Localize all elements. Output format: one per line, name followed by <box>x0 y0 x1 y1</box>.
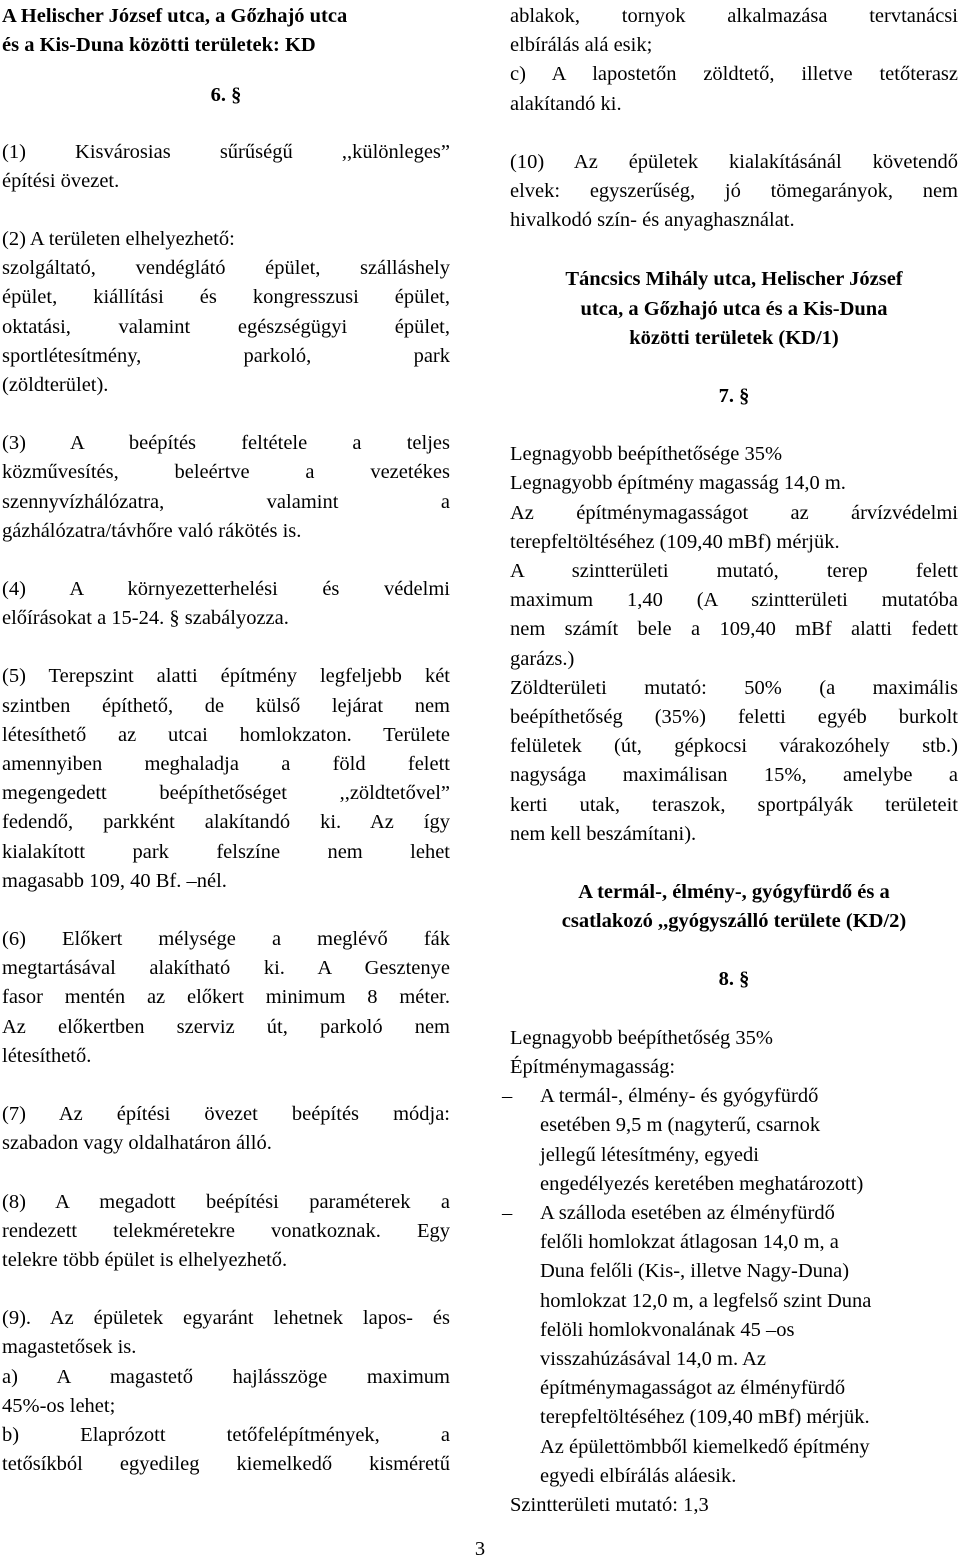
para-5-line-8: magasabb 109, 40 Bf. –nél. <box>2 869 227 892</box>
para-9-line-6: tetősíkból egyedileg kiemelkedő kisméretű <box>2 1453 450 1476</box>
para-2-line-2: szolgáltató, vendéglátó épület, szálláshely <box>2 257 450 280</box>
cont-line-2: elbírálás alá esik; <box>510 34 653 57</box>
s8-item-2-line-1: – A szálloda esetében az élményfürdő <box>540 1201 835 1224</box>
s8-item-2-line-6: visszahúzásával 14,0 m. Az <box>540 1347 767 1370</box>
s8-end: Szintterületi mutató: 1,3 <box>510 1493 709 1516</box>
para-6-line-1: (6) Előkert mélysége a meglévő fák <box>2 928 450 951</box>
s8-item-2-line-9: Az épülettömbből kiemelkedő építmény <box>540 1435 870 1458</box>
s7-line-11: felületek (út, gépkocsi várakozóhely stb.) <box>510 735 958 758</box>
s7-line-14: nem kell beszámítani). <box>510 822 697 845</box>
list-item <box>510 1199 958 1491</box>
left-column <box>2 0 450 1479</box>
para-2-line-4: oktatási, valamint egészségügyi épület, <box>2 315 450 338</box>
s8-intro-line-1: Legnagyobb beépíthetőség 35% <box>510 1026 774 1049</box>
para-3-line-4: gázhálózatra/távhőre való rákötés is. <box>2 519 302 542</box>
para-8-line-2: rendezett telekméretekre vonatkoznak. Egy <box>2 1219 450 1242</box>
heading-kd-line-1: A Helischer József utca, a Gőzhajó utca <box>2 5 348 27</box>
para-6-line-3: fasor mentén az előkert minimum 8 méter. <box>2 986 450 1009</box>
heading-kd1-line-1: Táncsics Mihály utca, Helischer József <box>565 268 903 291</box>
para-5-line-7: kialakított park felszíne nem lehet <box>2 840 450 863</box>
s8-item-2-line-7: építménymagasságot az élményfürdő <box>540 1377 846 1400</box>
para-3-line-1: (3) A beépítés feltétele a teljes <box>2 432 450 455</box>
s8-item-2-line-4: homlokzat 12,0 m, a legfelső szint Duna <box>540 1289 872 1312</box>
s8-item-2-line-3: Duna felőli (Kis-, illetve Nagy-Duna) <box>540 1260 850 1283</box>
para-5-line-2: szintben építhető, de külső lejárat nem <box>2 694 450 717</box>
para-6-line-4: Az előkertben szerviz út, parkoló nem <box>2 1015 450 1038</box>
para-5-line-1: (5) Terepszint alatti építmény legfeljebb két <box>2 665 450 688</box>
cont-line-3: c) A lapostetőn zöldtető, illetve tetőterasz <box>510 63 958 86</box>
para-7-line-2: szabadon vagy oldalhatáron álló. <box>2 1132 272 1155</box>
s8-dash-list <box>510 1082 958 1491</box>
s7-line-7: nem számít bele a 109,40 mBf alatti fedett <box>510 618 958 641</box>
section-6-title: 6. § <box>210 84 242 107</box>
heading-kd2-line-2: csatlakozó ,,gyógyszálló területe (KD/2) <box>561 910 907 933</box>
para-5-line-3: létesíthető az utcai homlokzaton. Területe <box>2 723 450 746</box>
cont-line-1: ablakok, tornyok alkalmazása tervtanácsi <box>510 5 958 27</box>
s8-item-1-line-4: engedélyezés keretében meghatározott) <box>540 1172 864 1195</box>
s8-item-1-line-3: jellegű létesítmény, egyedi <box>540 1143 759 1166</box>
para-9-line-3: a) A magastető hajlásszöge maximum <box>2 1365 450 1388</box>
s7-line-9: Zöldterületi mutató: 50% (a maximális <box>510 676 958 699</box>
para-2-line-5: sportlétesítmény, parkoló, park <box>2 344 450 367</box>
para-8-line-1: (8) A megadott beépítési paraméterek a <box>2 1190 450 1213</box>
section-8-title: 8. § <box>718 968 750 991</box>
s8-item-1-line-2: esetében 9,5 m (nagyterű, csarnok <box>540 1114 821 1137</box>
s7-line-2: Legnagyobb építmény magasság 14,0 m. <box>510 472 846 495</box>
para-6-line-2: megtartásával alakítható ki. A Gesztenye <box>2 957 450 980</box>
para-9-line-4: 45%-os lehet; <box>2 1394 116 1417</box>
s8-item-2-line-8: terepfeltöltéséhez (109,40 mBf) mérjük. <box>540 1406 870 1429</box>
heading-kd1-line-2: utca, a Gőzhajó utca és a Kis-Duna <box>580 297 888 320</box>
s7-line-6: maximum 1,40 (A szintterületi mutatóba <box>510 589 958 612</box>
page-number: 3 <box>474 1538 486 1560</box>
s7-line-8: garázs.) <box>510 647 575 670</box>
para-10-line-1: (10) Az épületek kialakításánál követendő <box>510 150 958 173</box>
s7-line-5: A szintterületi mutató, terep felett <box>510 560 958 583</box>
heading-kd2-line-1: A termál-, élmény-, gyógyfürdő és a <box>578 881 890 904</box>
para-2-line-1: (2) A területen elhelyezhető: <box>2 228 235 251</box>
para-8-line-3: telekre több épület is elhelyezhető. <box>2 1248 288 1271</box>
para-10-line-2: elvek: egyszerűség, jó tömegarányok, nem <box>510 180 958 203</box>
section-7-title: 7. § <box>718 385 750 408</box>
para-1-line-1: (1) Kisvárosias sűrűségű ,,különleges” <box>2 140 450 163</box>
s8-item-2-line-5: felöli homlokvonalának 45 –os <box>540 1318 795 1341</box>
s7-line-13: kerti utak, teraszok, sportpályák területeit <box>510 793 958 816</box>
heading-kd-line-2: és a Kis-Duna közötti területek: KD <box>2 34 316 57</box>
s8-item-2-line-10: egyedi elbírálás aláesik. <box>540 1464 737 1487</box>
para-9-line-5: b) Elaprózott tetőfelépítmények, a <box>2 1423 450 1446</box>
para-7-line-1: (7) Az építési övezet beépítés módja: <box>2 1103 450 1126</box>
s8-intro-line-2: Építménymagasság: <box>510 1055 676 1078</box>
para-4-line-2: előírásokat a 15-24. § szabályozza. <box>2 607 289 630</box>
heading-kd1-line-3: közötti területek (KD/1) <box>629 326 839 349</box>
para-3-line-3: szennyvízhálózatra, valamint a <box>2 490 450 513</box>
right-column <box>510 0 958 1520</box>
para-2-line-6: (zöldterület). <box>2 374 109 397</box>
list-item <box>510 1082 958 1199</box>
para-2-line-3: épület, kiállítási és kongresszusi épület, <box>2 286 450 309</box>
para-3-line-2: közművesítés, beleértve a vezetékes <box>2 461 450 484</box>
s8-item-1-line-1: – A termál-, élmény- és gyógyfürdő <box>540 1085 819 1108</box>
para-6-line-5: létesíthető. <box>2 1044 92 1067</box>
para-1-line-2: építési övezet. <box>2 169 120 192</box>
s7-line-1: Legnagyobb beépíthetősége 35% <box>510 443 783 466</box>
para-5-line-6: fedendő, parkként alakítandó ki. Az így <box>2 811 450 834</box>
s7-line-12: nagysága maximálisan 15%, amelybe a <box>510 764 958 787</box>
s7-line-3: Az építménymagasságot az árvízvédelmi <box>510 501 958 524</box>
s7-line-4: terepfeltöltéséhez (109,40 mBf) mérjük. <box>510 530 840 553</box>
para-9-line-2: magastetősek is. <box>2 1336 137 1359</box>
para-5-line-4: amennyiben meghaladja a föld felett <box>2 753 450 776</box>
cont-line-4: alakítandó ki. <box>510 92 622 115</box>
para-5-line-5: megengedett beépíthetőséget ,,zöldtetővel” <box>2 782 450 805</box>
para-4-line-1: (4) A környezetterhelési és védelmi <box>2 578 450 601</box>
para-10-line-3: hivalkodó szín- és anyaghasználat. <box>510 209 795 232</box>
para-9-line-1: (9). Az épületek egyaránt lehetnek lapos- és <box>2 1307 450 1330</box>
s8-item-2-line-2: felőli homlokzat átlagosan 14,0 m, a <box>540 1231 839 1254</box>
s7-line-10: beépíthetőség (35%) feletti egyéb burkolt <box>510 706 958 729</box>
